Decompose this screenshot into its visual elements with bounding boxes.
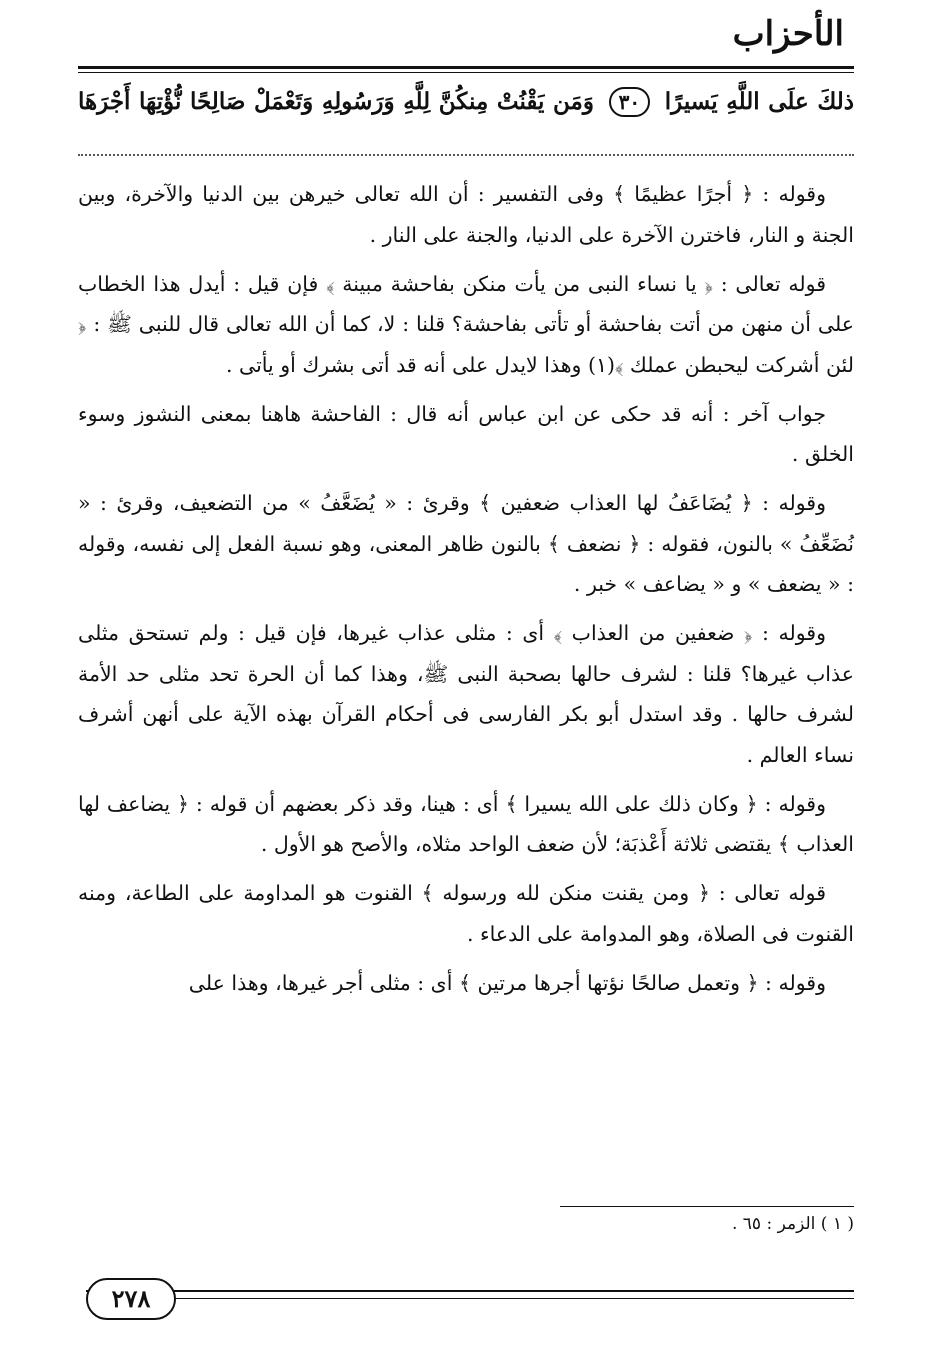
header-rule	[78, 66, 854, 69]
verse-number-medallion: ٣٠	[609, 87, 650, 117]
paragraph: جواب آخر : أنه قد حكى عن ابن عباس أنه قال : الفاحشة هاهنا بمعنى النشوز وسوء الخلق .	[78, 401, 854, 466]
quran-verse-line	[78, 84, 854, 120]
paragraph: قوله تعالى : ﴿ يا نساء النبى من يأت منكن بفاحشة مبينة ﴾ فإن قيل : أيدل هذا الخطاب على أن منهن من أتت بفاحشة أو تأتى بفاحشة؟ قلنا : لا، كما أن الله تعالى قال للنبى ﷺ : ﴿ لئن أشركت ليحبطن عملك ﴾(١) وهذا لايدل على أنه قد أتى بشرك أو يأتى .	[78, 271, 854, 377]
paragraph: وقوله : ﴿ يُضَاعَفُ لها العذاب ضعفين ﴾ وقرئ : « يُضَعَّفُ » من التضعيف، وقرئ : « نُضَعِّفُ » بالنون، فقوله : ﴿ نضعف ﴾ بالنون ظاهر المعنى، وهو نسبة الفعل إلى نفسه، وقوله : « يضعف » و « يضاعف » خبر .	[78, 491, 854, 596]
footnote-rule	[560, 1206, 854, 1207]
verse-separator-rule	[78, 154, 854, 156]
paragraph: وقوله : ﴿ ضعفين من العذاب ﴾ أى : مثلى عذاب غيرها، فإن قيل : ولم تستحق مثلى عذاب غيرها؟ قلنا : لشرف حالها بصحبة النبى ﷺ، وهذا كما أن الحرة تحد مثلى حد الأمة لشرف حالها . وقد استدل أبو بكر الفارسى فى أحكام القرآن بهذه الآية على أنهن أشرف نساء العالم .	[78, 621, 854, 767]
paragraph: وقوله : ﴿ وتعمل صالحًا نؤتها أجرها مرتين ﴾ أى : مثلى أجر غيرها، وهذا على	[188, 970, 826, 995]
header-rule-thin	[78, 72, 854, 73]
verse-text-start: ذلكَ علَى اللَّهِ يَسيرًا	[664, 88, 855, 115]
paragraph: وقوله : ﴿ أجرًا عظيمًا ﴾ وفى التفسير : أن الله تعالى خيرهن بين الدنيا والآخرة، وبين الجنة و النار، فاخترن الآخرة على الدنيا، والجنة على النار .	[78, 182, 854, 247]
footnote: ( ١ ) الزمر : ٦٥ .	[731, 1214, 854, 1234]
verse-text-end: وَمَن يَقْنُتْ مِنكُنَّ لِلَّهِ وَرَسُولِهِ وَتَعْمَلْ صَالِحًا نُّؤْتِهَا أَجْرَهَا	[78, 88, 594, 115]
paragraph: وقوله : ﴿ وكان ذلك على الله يسيرا ﴾ أى : هينا، وقد ذكر بعضهم أن قوله : ﴿ يضاعف لها العذاب ﴾ يقتضى ثلاثة أَعْذبَة؛ لأن ضعف الواحد مثلاه، والأصح هو الأول .	[78, 791, 854, 856]
commentary-body	[78, 174, 854, 1012]
paragraph: قوله تعالى : ﴿ ومن يقنت منكن لله ورسوله ﴾ القنوت هو المداومة على الطاعة، ومنه القنوت فى الصلاة، وهو المدوامة على الدعاء .	[78, 881, 854, 946]
footer-rule	[86, 1290, 854, 1292]
page-number: ٢٧٨	[86, 1278, 176, 1320]
running-header-title: الأحزاب	[732, 14, 844, 54]
footer-rule-thin	[86, 1298, 854, 1299]
